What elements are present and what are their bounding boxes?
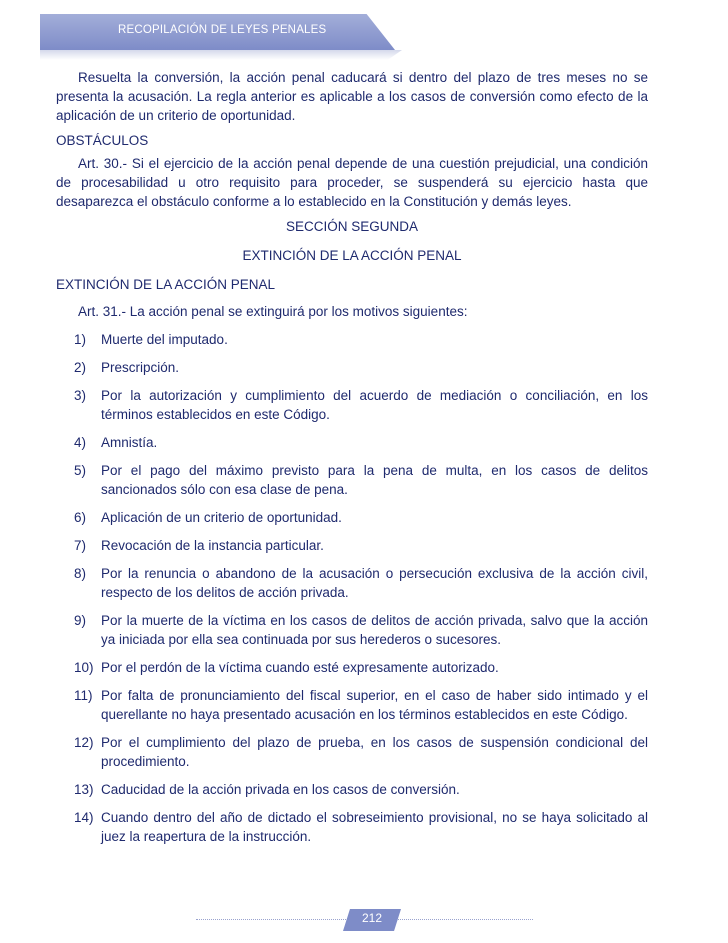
footer-dotted-rule-left <box>196 919 346 920</box>
list-item <box>56 536 648 555</box>
list-item-text: Por falta de pronunciamiento del fiscal superior, en el caso de haber sido intimado y el querellante no haya presentado acusación en los términos establecidos en este Código. <box>101 688 648 722</box>
list-item <box>56 330 648 349</box>
list-item <box>56 808 648 846</box>
list-item-number: 10) <box>74 660 94 675</box>
header-shadow <box>40 50 402 60</box>
list-item <box>56 658 648 677</box>
list-item-number: 7) <box>74 538 87 553</box>
list-item <box>56 508 648 527</box>
list-item-number: 12) <box>74 735 94 750</box>
list-item-text: Caducidad de la acción privada en los casos de conversión. <box>101 782 460 797</box>
list-item-text: Aplicación de un criterio de oportunidad. <box>101 510 342 525</box>
section-subtitle: EXTINCIÓN DE LA ACCIÓN PENAL <box>242 248 462 263</box>
extinction-reasons-list <box>56 330 648 846</box>
list-item-number: 2) <box>74 360 87 375</box>
list-item-text: Amnistía. <box>101 435 158 450</box>
list-item-text: Por el cumplimiento del plazo de prueba, en los casos de suspensión condicional del procedimiento. <box>101 735 648 769</box>
page-number: 212 <box>361 911 383 925</box>
list-item-text: Por la renuncia o abandono de la acusación o persecución exclusiva de la acción civil, respecto de los delitos de acción privada. <box>101 566 648 600</box>
list-item-text: Muerte del imputado. <box>101 332 228 347</box>
list-item <box>56 686 648 724</box>
article-31-lead: Art. 31.- La acción penal se extinguirá por los motivos siguientes: <box>78 304 468 319</box>
list-item-number: 14) <box>74 810 94 825</box>
list-item <box>56 780 648 799</box>
obstacles-heading: OBSTÁCULOS <box>56 133 149 148</box>
list-item-text: Por el perdón de la víctima cuando esté expresamente autorizado. <box>101 660 499 675</box>
footer-dotted-rule-right <box>398 919 533 920</box>
list-item <box>56 611 648 649</box>
list-item-text: Cuando dentro del año de dictado el sobreseimiento provisional, no se haya solicitado al juez la reapertura de la instrucción. <box>101 810 648 844</box>
list-item-number: 3) <box>74 388 87 403</box>
list-item-number: 11) <box>74 688 93 703</box>
list-item-text: Por la autorización y cumplimiento del acuerdo de mediación o conciliación, en los términos establecidos en este Código. <box>101 388 648 422</box>
list-item-number: 4) <box>74 435 87 450</box>
page-body <box>56 68 648 855</box>
list-item-text: Por la muerte de la víctima en los casos de delitos de acción privada, salvo que la acción ya iniciada por ella sea continuada por sus herederos o sucesores. <box>101 613 648 647</box>
list-item-number: 9) <box>74 613 87 628</box>
list-item-number: 13) <box>74 782 94 797</box>
list-item <box>56 733 648 771</box>
list-item-text: Por el pago del máximo previsto para la pena de multa, en los casos de delitos sancionados sólo con esa clase de pena. <box>101 463 648 497</box>
running-header-title: RECOPILACIÓN DE LEYES PENALES <box>118 24 327 36</box>
list-item <box>56 564 648 602</box>
section-title: SECCIÓN SEGUNDA <box>285 219 419 234</box>
extinction-heading: EXTINCIÓN DE LA ACCIÓN PENAL <box>56 277 276 292</box>
list-item <box>56 433 648 452</box>
list-item-text: Prescripción. <box>101 360 180 375</box>
intro-paragraph: Resuelta la conversión, la acción penal caducará si dentro del plazo de tres meses no se presenta la acusación. La regla anterior es aplicable a los casos de conversión como efecto de la aplicación de un criterio de oportunidad. <box>56 70 648 123</box>
list-item <box>56 461 648 499</box>
list-item-number: 8) <box>74 566 87 581</box>
article-30-paragraph: Art. 30.- Si el ejercicio de la acción penal depende de una cuestión prejudicial, una condición de procesabilidad u otro requisito para proceder, se suspenderá su ejercicio hasta que desaparezca el obstáculo conforme a lo establecido en la Constitución y demás leyes. <box>56 156 648 209</box>
list-item-text: Revocación de la instancia particular. <box>101 538 324 553</box>
list-item-number: 1) <box>74 332 87 347</box>
list-item <box>56 358 648 377</box>
list-item <box>56 386 648 424</box>
list-item-number: 5) <box>74 463 87 478</box>
list-item-number: 6) <box>74 510 87 525</box>
